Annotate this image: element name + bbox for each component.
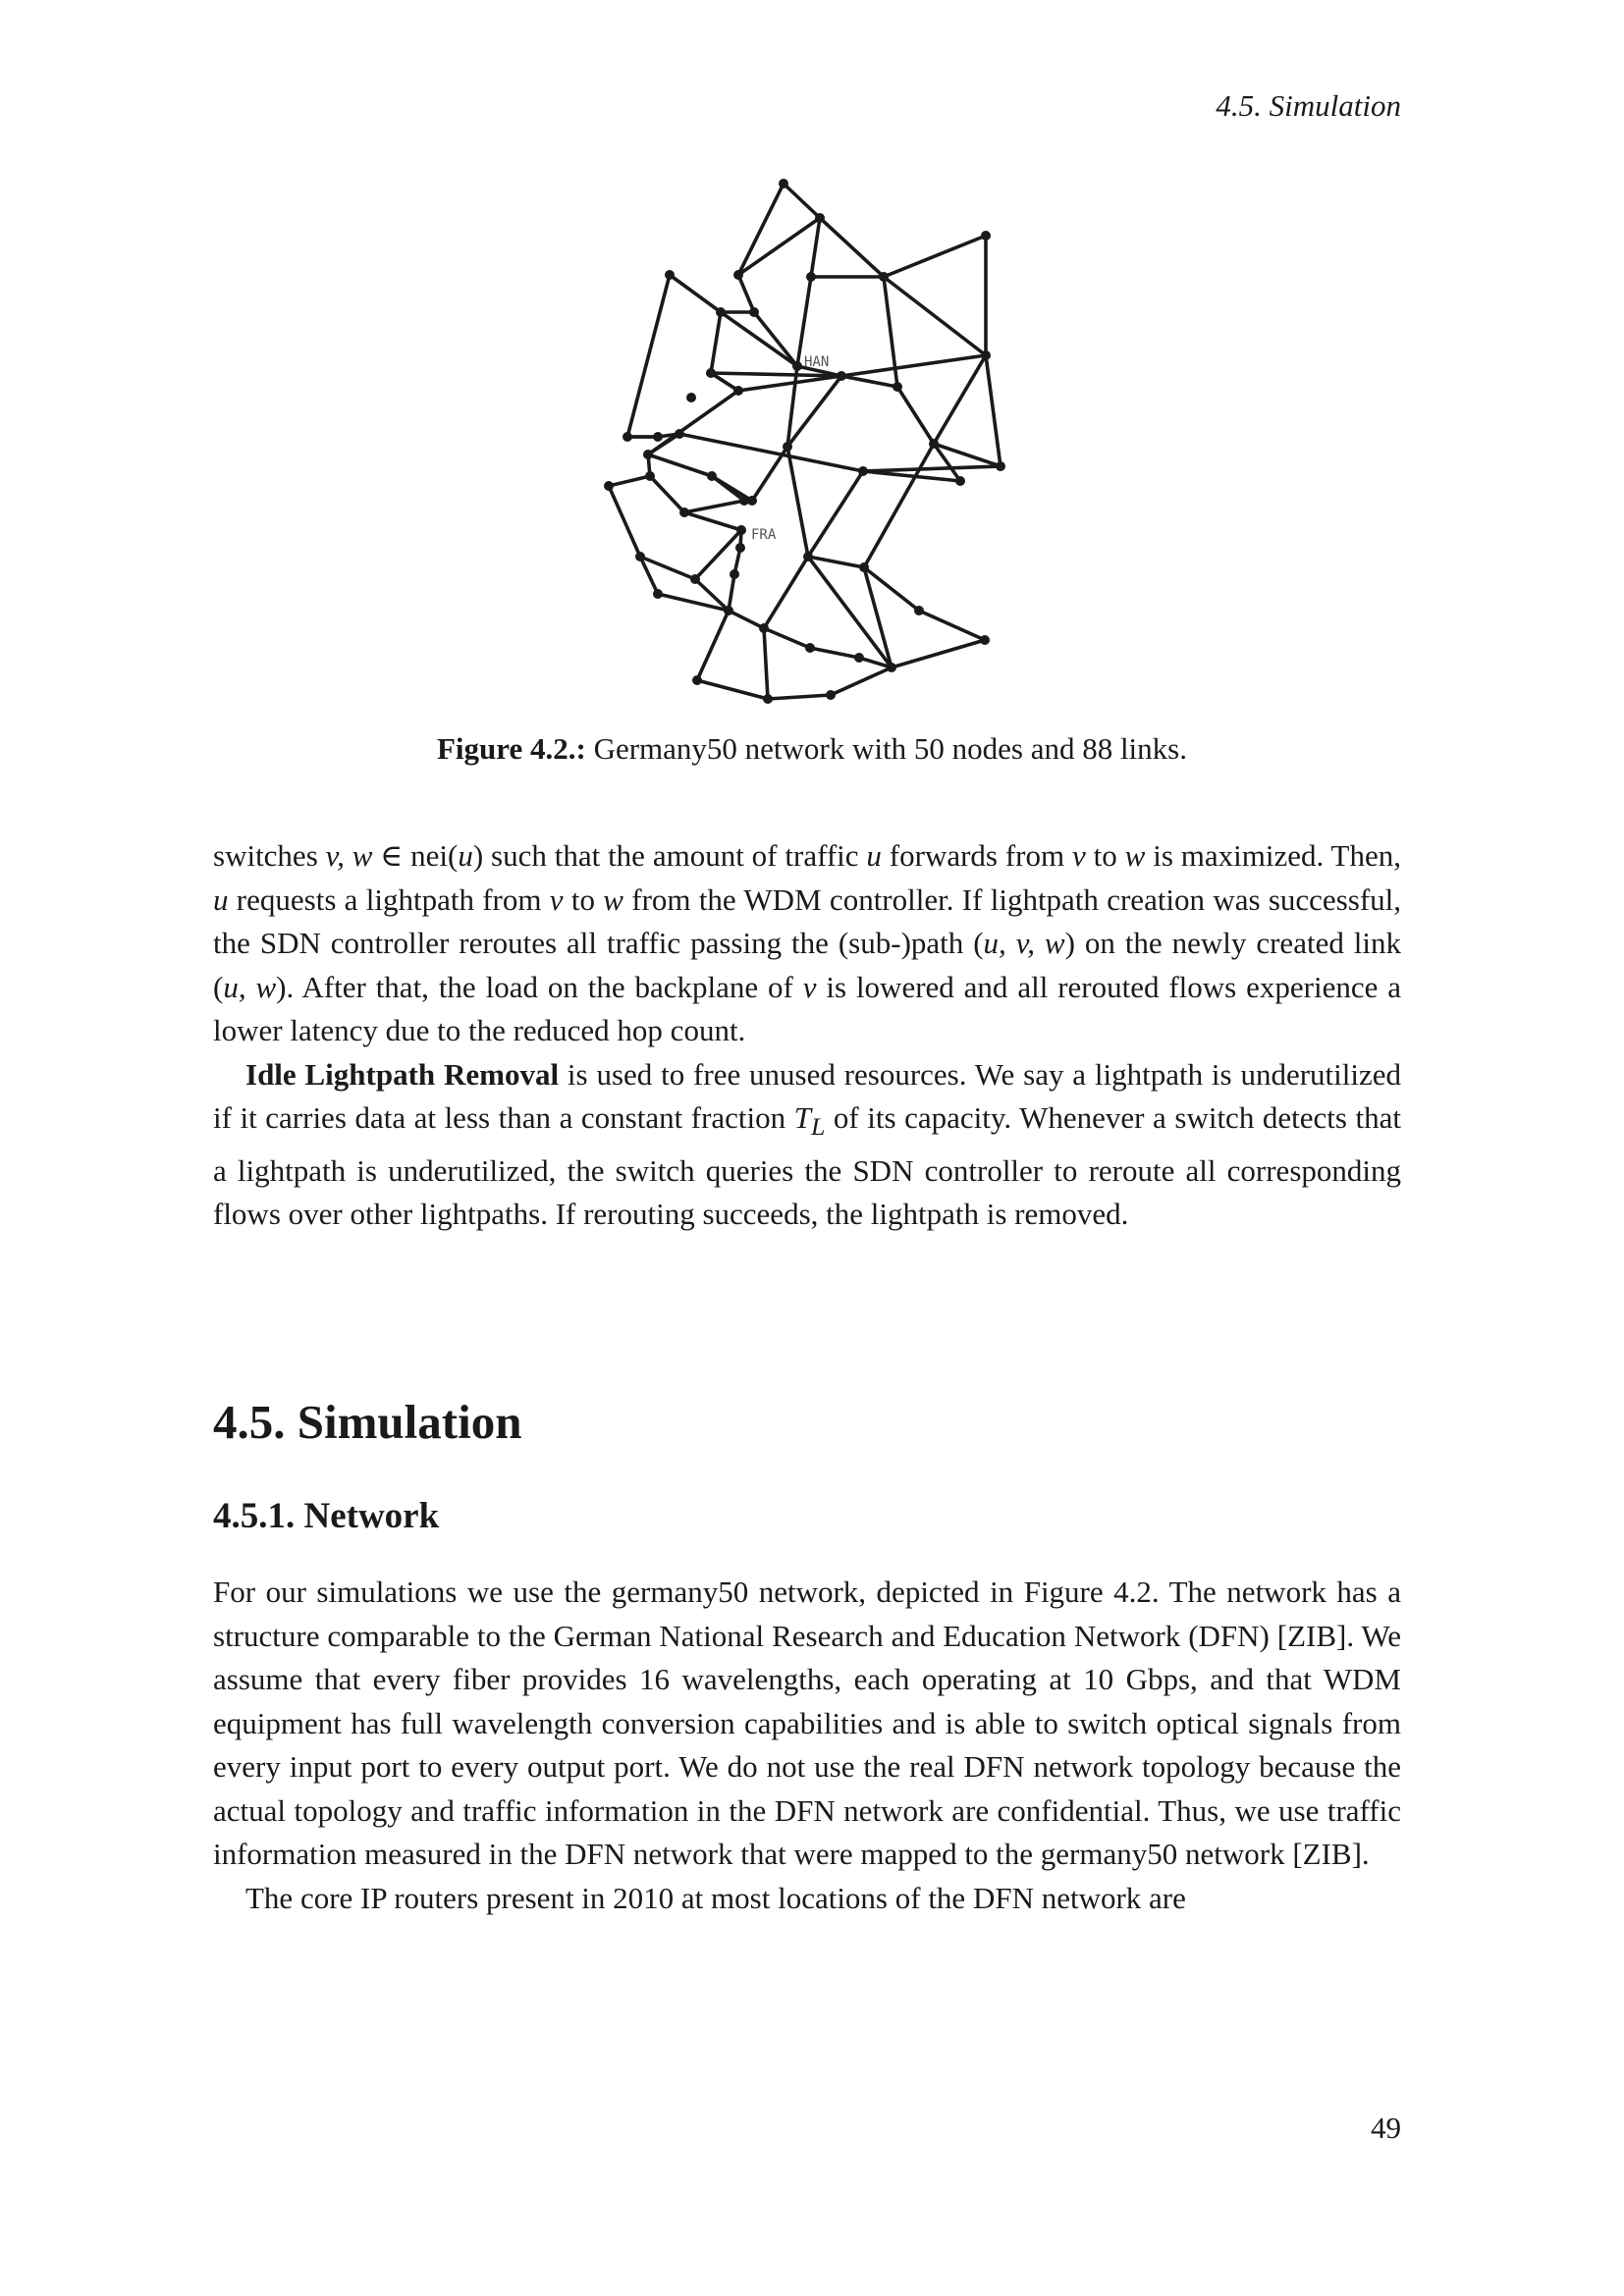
network-link xyxy=(697,611,729,680)
network-node xyxy=(604,481,614,491)
page-number: 49 xyxy=(1371,2110,1401,2145)
network-link xyxy=(831,667,892,695)
network-link xyxy=(738,376,841,391)
network-link xyxy=(884,277,986,355)
network-link xyxy=(697,680,768,699)
network-link xyxy=(810,648,859,658)
network-node xyxy=(887,663,896,672)
network-node xyxy=(763,694,773,704)
network-node xyxy=(635,552,645,561)
network-node xyxy=(735,543,745,553)
network-link xyxy=(764,628,810,648)
network-node xyxy=(806,272,816,282)
network-node xyxy=(837,371,846,381)
network-node xyxy=(724,606,733,615)
network-link xyxy=(627,275,670,437)
network-link xyxy=(841,376,897,387)
network-node xyxy=(716,307,726,317)
section-title: 4.5. Simulation xyxy=(213,1395,522,1449)
network-link xyxy=(609,476,650,486)
network-link xyxy=(787,447,808,557)
paragraph-core-ip-routers: The core IP routers present in 2010 at most locations of the DFN network are xyxy=(245,1880,1186,1915)
figure-caption xyxy=(0,731,1624,767)
body-text-network xyxy=(213,1571,1401,1920)
network-link xyxy=(650,476,684,512)
paragraph-lightpath-creation: switches v, w ∈ nei(u) such that the amount of traffic u forwards from v to w is maximized. Then, u requests a lightpath from v to w from the WDM controller. If lightpath creation was successful, the SDN controller reroutes all traffic passing the (sub-)path (u, v, w) on the newly created link (u, w). After that, the load on the backplane of v is lowered and all rerouted flows experience a lower latency due to the reduced hop count. xyxy=(213,838,1402,1047)
network-node xyxy=(686,393,696,402)
network-node xyxy=(759,623,769,633)
network-node xyxy=(706,368,716,378)
paragraph-idle-lightpath-removal: Idle Lightpath Removal is used to free unused resources. We say a lightpath is underutilized if it carries data at less than a constant fraction $T_L$ of its capacity. Whenever a switch detects that a lightpath is underutilized, the switch queries the SDN controller to reroute all corresponding flows over other lightpaths. If rerouting succeeds, the lightpath is removed. xyxy=(213,1056,1401,1232)
network-node xyxy=(665,270,675,280)
network-node xyxy=(653,589,663,599)
network-node xyxy=(929,439,939,449)
network-node xyxy=(679,507,689,517)
network-node xyxy=(854,653,864,663)
network-node xyxy=(645,471,655,481)
network-link xyxy=(738,275,754,312)
network-link xyxy=(679,434,863,471)
network-node xyxy=(955,476,965,486)
network-node xyxy=(815,213,825,223)
network-link xyxy=(864,444,934,567)
network-node xyxy=(623,432,632,442)
network-node xyxy=(730,569,739,579)
network-link xyxy=(752,447,787,501)
network-link xyxy=(863,466,1001,471)
network-node xyxy=(707,471,717,481)
network-link xyxy=(684,512,741,530)
network-node xyxy=(690,574,700,584)
network-link xyxy=(764,628,768,699)
network-link xyxy=(764,557,808,628)
network-node xyxy=(803,552,813,561)
network-link xyxy=(811,218,820,277)
network-link xyxy=(919,611,985,640)
network-link xyxy=(897,387,934,444)
figure-caption-label: Figure 4.2.: xyxy=(437,731,586,766)
network-link xyxy=(892,640,985,667)
network-link xyxy=(768,695,831,699)
network-link xyxy=(808,471,863,557)
network-node xyxy=(893,382,902,392)
network-link xyxy=(711,373,841,376)
network-link xyxy=(729,574,734,611)
network-node xyxy=(736,525,746,535)
network-node xyxy=(749,307,759,317)
network-link xyxy=(648,454,712,476)
network-node xyxy=(733,386,743,396)
network-node xyxy=(914,606,924,615)
network-node xyxy=(779,179,788,188)
network-link xyxy=(670,275,721,312)
network-node xyxy=(859,562,869,572)
network-link xyxy=(797,277,811,366)
network-link xyxy=(864,567,892,667)
running-head: 4.5. Simulation xyxy=(1216,88,1401,123)
network-link xyxy=(729,611,764,628)
network-node xyxy=(981,350,991,360)
network-node xyxy=(692,675,702,685)
figure-caption-text: Germany50 network with 50 nodes and 88 links. xyxy=(585,731,1187,766)
network-node xyxy=(733,270,743,280)
network-link xyxy=(841,355,986,376)
node-label-fra: FRA xyxy=(751,527,777,543)
network-node xyxy=(643,450,653,459)
network-node xyxy=(996,461,1005,471)
network-node xyxy=(747,496,757,506)
paragraph-network-description: For our simulations we use the germany50 network, depicted in Figure 4.2. The network has a structure comparable to the German National Research and Education Network (DFN) [ZIB]. We assume that every fiber provides 16 wavelengths, each operating at 10 Gbps, and that WDM equipment has full wavelength conversion capabilities and is able to switch optical signals from every input port to every output port. We do not use the real DFN network topology because the actual topology and traffic information in the DFN network are confidential. Thus, we use traffic information measured in the DFN network that were mapped to the germany50 network [ZIB]. xyxy=(213,1575,1401,1871)
network-node xyxy=(826,690,836,700)
network-node xyxy=(980,635,990,645)
network-node xyxy=(805,643,815,653)
body-text-upper xyxy=(213,834,1401,1237)
network-link xyxy=(712,476,744,501)
network-node xyxy=(792,361,802,371)
network-node xyxy=(783,442,792,452)
network-node xyxy=(858,466,868,476)
network-link xyxy=(864,567,919,611)
term-idle-lightpath-removal: Idle Lightpath Removal xyxy=(245,1056,560,1092)
network-link xyxy=(609,486,640,557)
network-link xyxy=(986,355,1001,466)
network-link xyxy=(934,355,986,444)
network-node xyxy=(879,272,889,282)
subsection-title: 4.5.1. Network xyxy=(213,1496,440,1536)
network-link xyxy=(711,312,721,373)
network-link xyxy=(784,184,820,218)
network-link xyxy=(684,501,744,512)
network-node xyxy=(653,432,663,442)
network-link xyxy=(820,218,884,277)
network-node xyxy=(675,429,684,439)
network-node xyxy=(981,231,991,240)
node-label-han: HAN xyxy=(804,354,830,370)
germany50-network-figure xyxy=(589,167,1021,717)
network-link xyxy=(884,236,986,277)
